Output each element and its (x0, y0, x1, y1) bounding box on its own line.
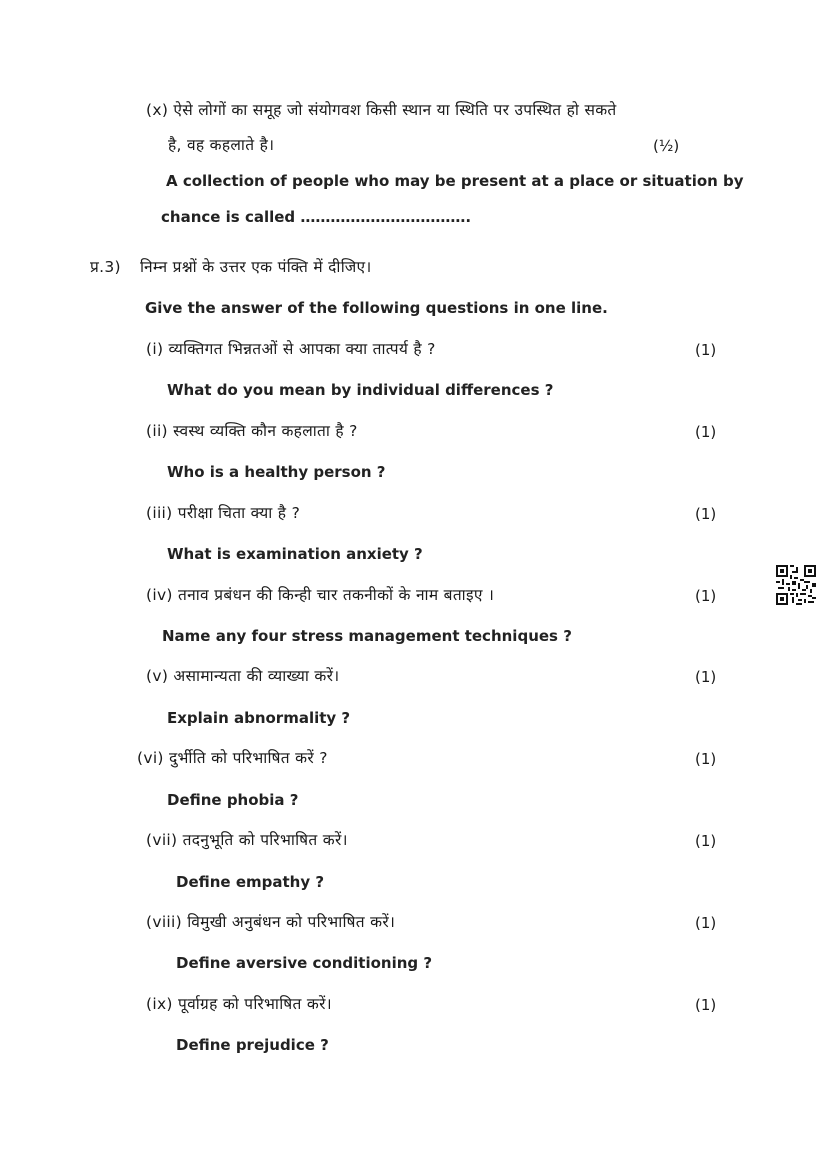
q3-item-ii-english: Who is a healthy person ? (167, 463, 386, 481)
q3-item-vii-marks: (1) (695, 832, 717, 850)
q3-heading-hindi: निम्न प्रश्नों के उत्तर एक पंक्ति में दीजिए। (140, 258, 372, 276)
q2x-english-line2: chance is called ……………………………. (161, 208, 472, 226)
q3-item-i-marks: (1) (695, 341, 717, 359)
q3-item-v-hindi: (v) असामान्यता की व्याख्या करें। (146, 667, 340, 685)
q2x-hindi-line1: (x) ऐसे लोगों का समूह जो संयोगवश किसी स्थान या स्थिति पर उपस्थित हो सकते (146, 101, 617, 119)
q3-heading-english: Give the answer of the following questions in one line. (145, 299, 608, 317)
q3-item-vi-marks: (1) (695, 750, 717, 768)
q3-item-viii-marks: (1) (695, 914, 717, 932)
q3-item-ix-english: Define prejudice ? (176, 1036, 329, 1054)
q3-item-iv-hindi: (iv) तनाव प्रबंधन की किन्ही चार तकनीकों के नाम बताइए । (146, 586, 495, 604)
q3-item-i-english: What do you mean by individual differences ? (167, 381, 554, 399)
q3-number: प्र.3) (90, 258, 121, 276)
q3-item-ii-marks: (1) (695, 423, 717, 441)
q3-item-vi-english: Define phobia ? (167, 791, 299, 809)
q3-item-vii-hindi: (vii) तदनुभूति को परिभाषित करें। (146, 831, 348, 849)
qr-code-icon (776, 565, 816, 605)
q3-item-iii-english: What is examination anxiety ? (167, 545, 423, 563)
q3-item-iv-marks: (1) (695, 587, 717, 605)
q3-item-vii-english: Define empathy ? (176, 873, 325, 891)
q3-item-ix-hindi: (ix) पूर्वाग्रह को परिभाषित करें। (146, 995, 332, 1013)
q3-item-iii-marks: (1) (695, 505, 717, 523)
q3-item-v-english: Explain abnormality ? (167, 709, 351, 727)
q3-item-ii-hindi: (ii) स्वस्थ व्यक्ति कौन कहलाता है ? (146, 422, 358, 440)
q3-item-vi-hindi: (vi) दुर्भीति को परिभाषित करें ? (137, 749, 328, 767)
q3-item-v-marks: (1) (695, 668, 717, 686)
q3-item-iv-english: Name any four stress management techniques ? (162, 627, 572, 645)
q3-item-ix-marks: (1) (695, 996, 717, 1014)
q3-item-iii-hindi: (iii) परीक्षा चिता क्या है ? (146, 504, 301, 522)
q2x-marks: (½) (653, 137, 680, 155)
q3-item-viii-hindi: (viii) विमुखी अनुबंधन को परिभाषित करें। (146, 913, 396, 931)
q2x-hindi-line2: है, वह कहलाते है। (168, 136, 275, 154)
q2x-english-line1: A collection of people who may be present at a place or situation by (166, 172, 744, 190)
q3-item-viii-english: Define aversive conditioning ? (176, 954, 433, 972)
q3-item-i-hindi: (i) व्यक्तिगत भिन्नतओं से आपका क्या तात्पर्य है ? (146, 340, 436, 358)
